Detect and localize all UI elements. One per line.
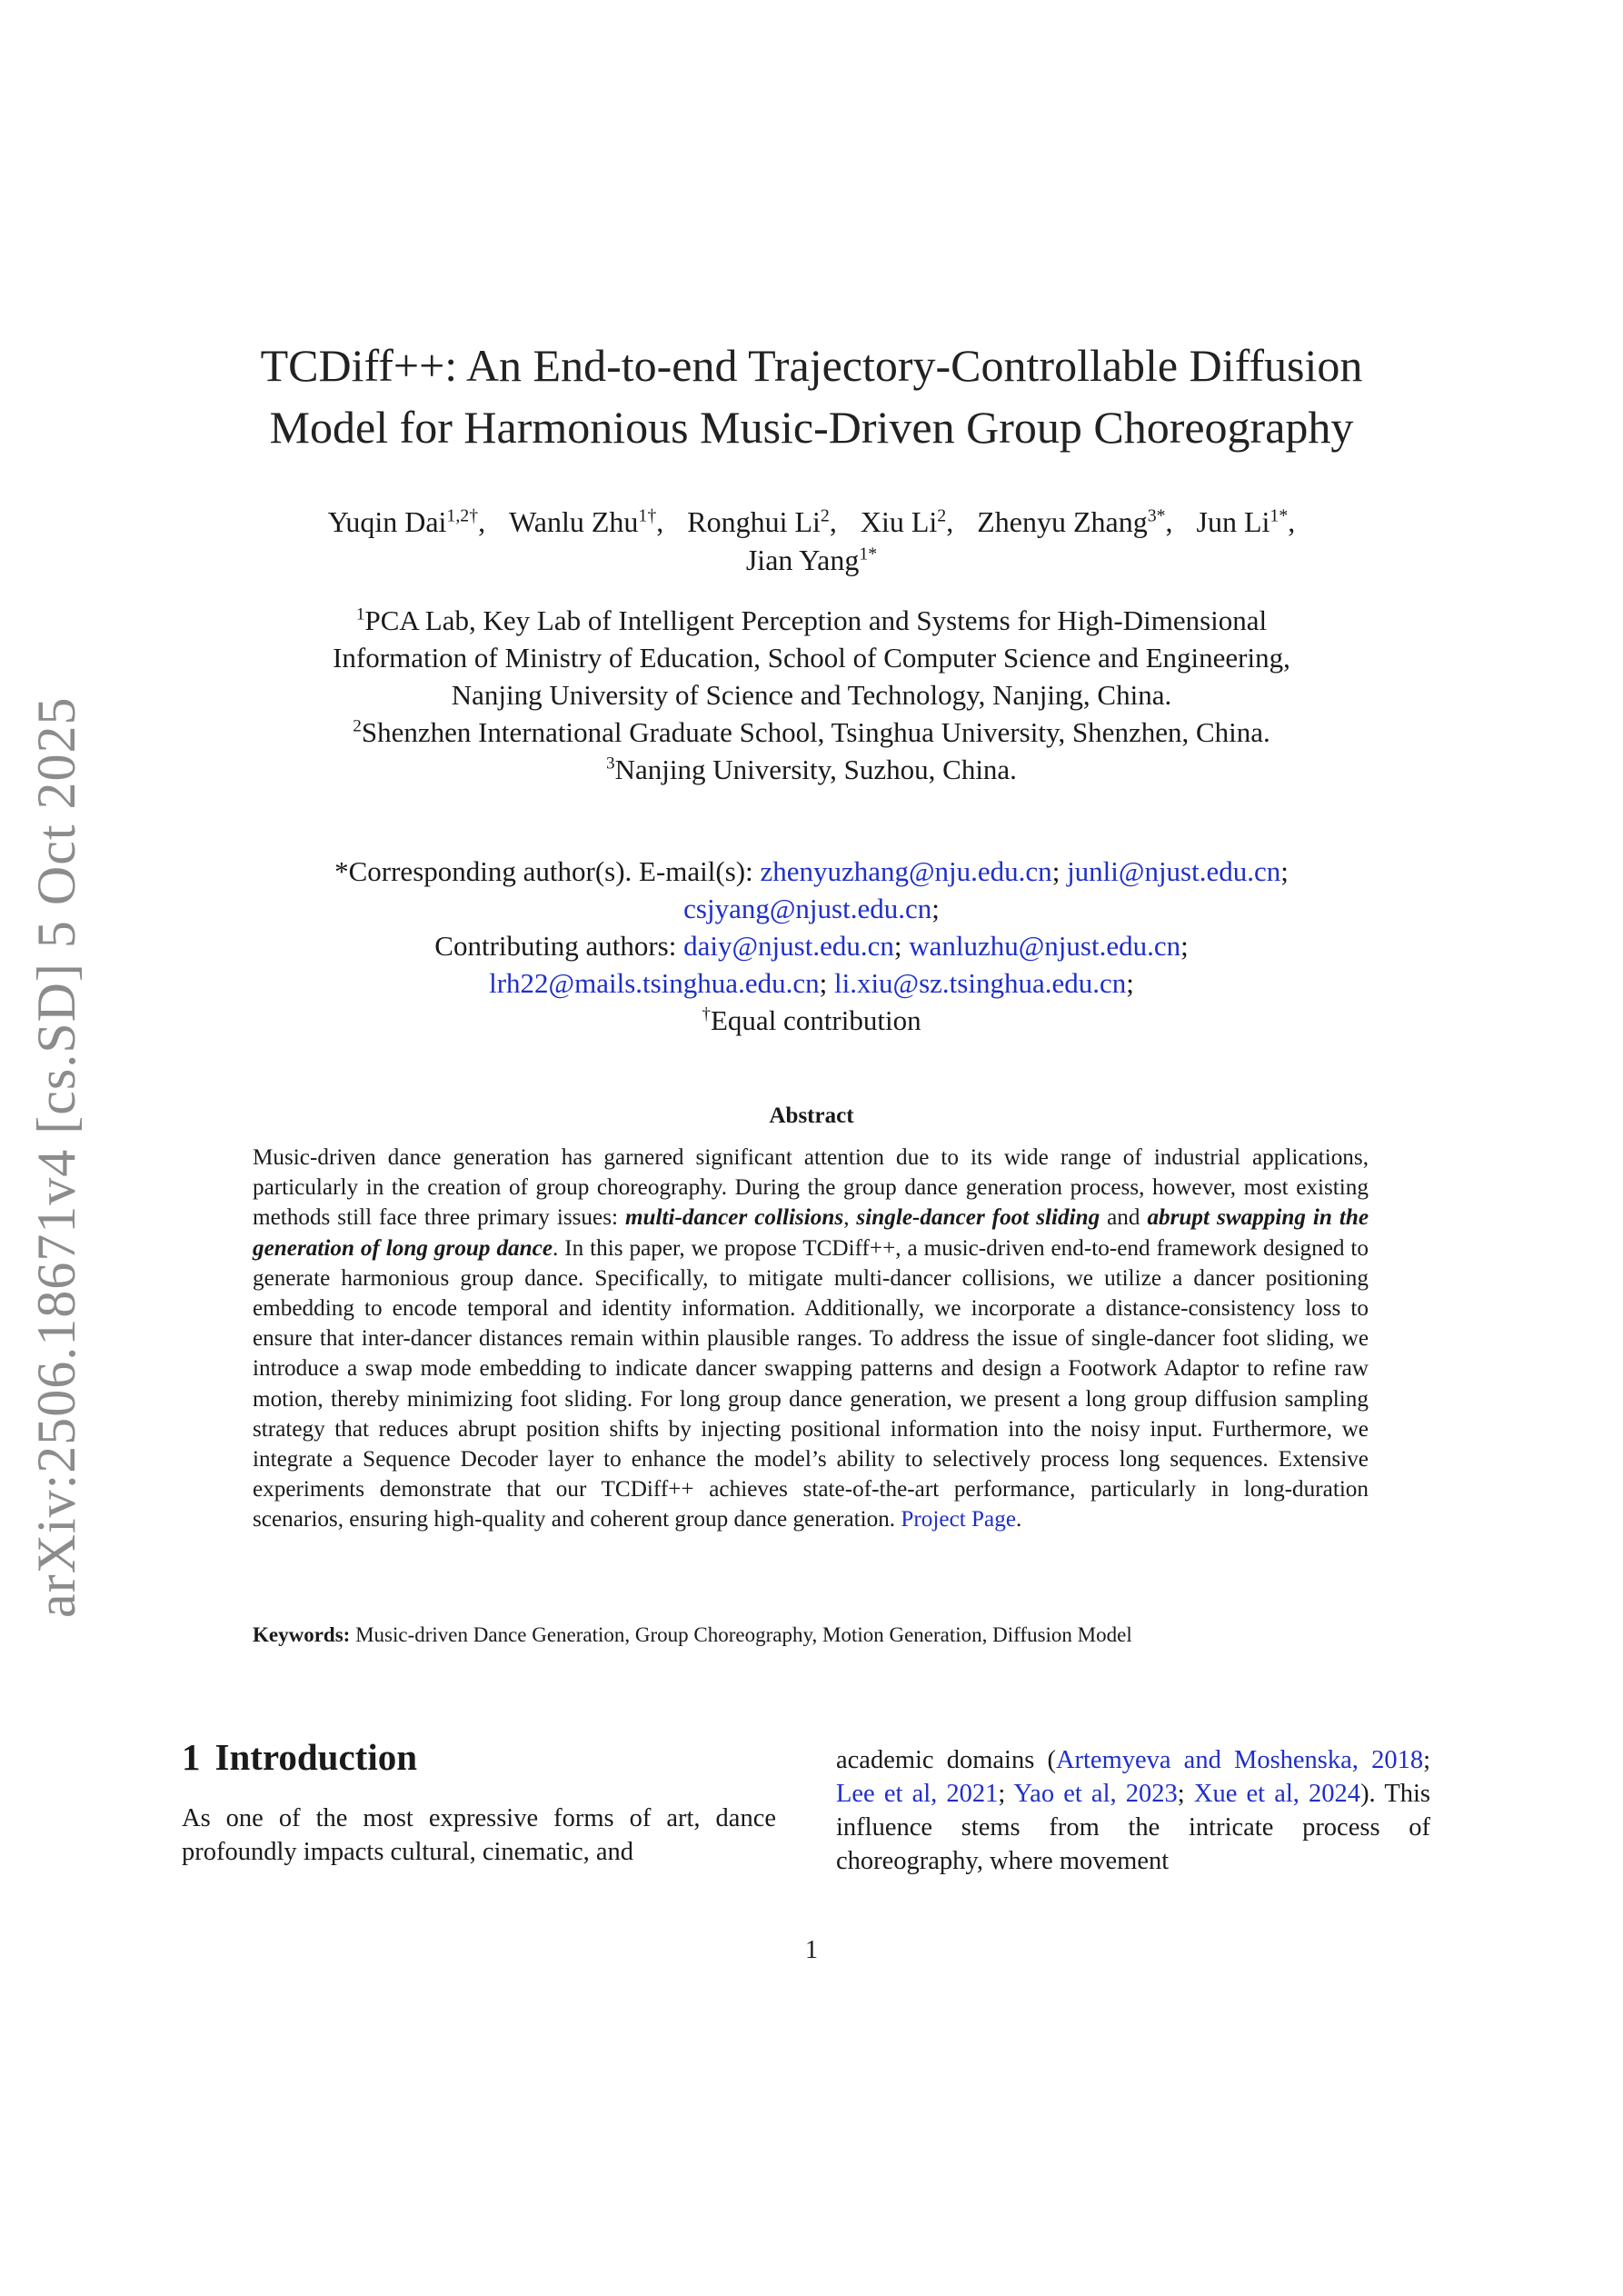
affiliations: [145, 602, 1478, 788]
author-superscript: 1*: [1270, 505, 1289, 526]
abstract-heading: Abstract: [769, 1103, 854, 1128]
author-superscript: 2: [820, 505, 830, 526]
title-line-2: Model for Harmonious Music-Driven Group Choreography: [269, 402, 1354, 453]
keywords-text: Music-driven Dance Generation, Group Choreography, Motion Generation, Diffusion Model: [350, 1623, 1132, 1646]
affiliation-1-cont: Nanjing University of Science and Technology, Nanjing, China.: [451, 679, 1172, 711]
page-number: 1: [805, 1936, 818, 1964]
intro-text: ). This influence stems from the intricate process of choreography, where movement: [836, 1780, 1430, 1875]
citation-link[interactable]: Artemyeva and Moshenska, 2018: [1055, 1746, 1424, 1774]
affiliation-text: PCA Lab, Key Lab of Intelligent Perception and Systems for High-Dimensional: [364, 604, 1268, 636]
section-number: 1: [182, 1736, 201, 1778]
affiliation-2: [145, 714, 1478, 751]
abstract-emphasis: single-dancer foot sliding: [856, 1205, 1100, 1231]
abstract-text: Music-driven dance generation has garnered significant attention due to its wide range of industrial applications, particularly in the creation of group choreography. During the group dance generation process, however, most existing methods still face three primary issues:: [253, 1145, 1369, 1231]
intro-text: academic domains (: [836, 1746, 1056, 1774]
affiliation-marker: 3: [606, 754, 615, 774]
dagger-marker: †: [702, 1004, 711, 1024]
section-heading-introduction: [182, 1734, 417, 1780]
arxiv-identifier-stamp: arXiv:2506.18671v4 [cs.SD] 5 Oct 2025: [26, 696, 86, 1618]
email-link[interactable]: li.xiu@sz.tsinghua.edu.cn: [833, 967, 1127, 999]
author-name: Jun Li: [1196, 505, 1270, 538]
intro-right-column: [836, 1743, 1430, 1878]
email-link[interactable]: csjyang@njust.edu.cn: [683, 893, 932, 924]
author-4: [861, 505, 953, 538]
section-title: Introduction: [214, 1736, 418, 1778]
author-separator: ,: [946, 505, 954, 538]
citation-separator: ;: [1177, 1780, 1194, 1808]
equal-contribution-note: [145, 1002, 1478, 1039]
intro-left-column: As one of the most expressive forms of art, dance profoundly impacts cultural, cinematic, and: [182, 1804, 776, 1866]
title-line-1: TCDiff++: An End-to-end Trajectory-Controllable Diffusion: [260, 340, 1363, 391]
contributing-line: Contributing authors: daiy@njust.edu.cn; wanluzhu@njust.edu.cn;: [434, 930, 1189, 962]
contributing-line-2: lrh22@mails.tsinghua.edu.cn; li.xiu@sz.tsinghua.edu.cn;: [489, 967, 1134, 999]
affiliation-1-cont: Information of Ministry of Education, School of Computer Science and Engineering,: [333, 642, 1290, 674]
abstract-text: and: [1100, 1205, 1148, 1231]
author-3: [687, 505, 837, 538]
author-list: [145, 503, 1478, 579]
affiliation-marker: 1: [355, 604, 365, 624]
author-separator: ,: [478, 505, 486, 538]
author-separator: ,: [1288, 505, 1296, 538]
contact-emails: [145, 853, 1478, 1039]
author-separator: ,: [1165, 505, 1173, 538]
abstract-text: ,: [843, 1205, 857, 1231]
page-title: [145, 334, 1478, 458]
email-link[interactable]: junli@njust.edu.cn: [1067, 855, 1281, 887]
author-6: [1197, 505, 1296, 538]
author-name: Zhenyu Zhang: [977, 505, 1148, 538]
corresponding-line-2: csjyang@njust.edu.cn;: [683, 893, 940, 924]
author-superscript: 3*: [1147, 505, 1166, 526]
citation-link[interactable]: Xue et al, 2024: [1193, 1780, 1361, 1808]
affiliation-text: Shenzhen International Graduate School, Tsinghua University, Shenzhen, China.: [361, 716, 1270, 748]
citation-separator: ;: [1423, 1746, 1430, 1774]
abstract-text: .: [1016, 1507, 1022, 1532]
citation-link[interactable]: Lee et al, 2021: [836, 1780, 999, 1808]
author-superscript: 2: [937, 505, 947, 526]
author-superscript: 1*: [859, 544, 878, 564]
author-superscript: 1,2†: [446, 505, 479, 526]
corresponding-line: *Corresponding author(s). E-mail(s): zhenyuzhang@nju.edu.cn; junli@njust.edu.cn;: [334, 855, 1289, 887]
corresponding-label: *Corresponding author(s). E-mail(s):: [334, 855, 753, 887]
abstract-body: [253, 1143, 1369, 1535]
email-link[interactable]: lrh22@mails.tsinghua.edu.cn: [489, 967, 820, 999]
abstract-emphasis: multi-dancer collisions: [624, 1205, 844, 1231]
author-name: Xiu Li: [860, 505, 938, 538]
affiliation-text: Nanjing University, Suzhou, China.: [614, 754, 1017, 785]
email-link[interactable]: wanluzhu@njust.edu.cn: [909, 930, 1181, 962]
author-separator: ,: [656, 505, 664, 538]
keywords: [253, 1621, 1369, 1650]
author-5: [977, 505, 1172, 538]
author-7: [746, 544, 877, 576]
author-name: Jian Yang: [745, 544, 860, 576]
affiliation-1: [145, 602, 1478, 639]
author-separator: ,: [829, 505, 837, 538]
author-1: [328, 505, 485, 538]
author-name: Ronghui Li: [687, 505, 821, 538]
citation-separator: ;: [998, 1780, 1014, 1808]
equal-contribution-text: Equal contribution: [711, 1004, 921, 1036]
abstract-emphasis: abrupt swapping in the generation of long group dance: [253, 1205, 1369, 1261]
email-link[interactable]: zhenyuzhang@nju.edu.cn: [760, 855, 1052, 887]
abstract-text: . In this paper, we propose TCDiff++, a music-driven end-to-end framework designed to generate harmonious group dance. Specifically, to mitigate multi-dancer collisions, we utilize a dancer positioning embedding to encode temporal and identity information. Additionally, we incorporate a distance-consistency loss to ensure that inter-dancer distances remain within plausible ranges. To address the issue of single-dancer foot sliding, we introduce a swap mode embedding to indicate dancer swapping patterns and design a Footwork Adaptor to refine raw motion, thereby minimizing foot sliding. For long group dance generation, we present a long group diffusion sampling strategy that reduces abrupt position shifts by injecting positional information into the noisy input. Furthermore, we integrate a Sequence Decoder layer to enhance the model’s ability to selectively process long sequences. Extensive experiments demonstrate that our TCDiff++ achieves state-of-the-art performance, particularly in long-duration scenarios, ensuring high-quality and coherent group dance generation.: [253, 1235, 1369, 1532]
contributing-label: Contributing authors:: [434, 930, 677, 962]
affiliation-3: [145, 751, 1478, 788]
author-name: Wanlu Zhu: [509, 505, 639, 538]
author-2: [509, 505, 663, 538]
keywords-label: Keywords:: [253, 1623, 351, 1646]
project-page-link[interactable]: Project Page: [901, 1507, 1017, 1532]
author-superscript: 1†: [638, 505, 657, 526]
affiliation-marker: 2: [353, 716, 362, 736]
citation-link[interactable]: Yao et al, 2023: [1013, 1780, 1178, 1808]
email-link[interactable]: daiy@njust.edu.cn: [683, 930, 894, 962]
author-name: Yuqin Dai: [327, 505, 447, 538]
